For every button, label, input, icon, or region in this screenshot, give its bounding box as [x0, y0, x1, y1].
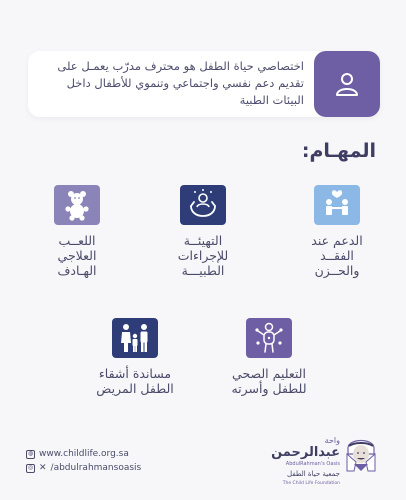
task-label: اللعــب العلاجي الهـادف	[57, 233, 97, 278]
task-label: مساندة أشقاء الطفل المريض	[96, 366, 174, 396]
logo-line-3: AbdulRahman's Oasis	[285, 461, 340, 467]
task-label: الدعم عند الفقــد والحــزن	[311, 233, 363, 278]
foundation-logo	[268, 432, 378, 486]
task-label: التهيئــة للإجراءات الطبيـــة	[177, 233, 229, 278]
portrait-logo-icon	[344, 434, 378, 472]
task-grief-support	[282, 185, 392, 278]
health-education-icon	[252, 321, 286, 355]
grief-support-icon	[320, 188, 354, 222]
task-icon-box	[112, 318, 158, 358]
intro-card	[28, 51, 380, 117]
tasks-title: المهـام:	[301, 140, 376, 162]
family-icon	[118, 321, 152, 355]
teddy-bear-icon	[60, 188, 94, 222]
website-row	[26, 447, 141, 461]
task-icon-box	[54, 185, 100, 225]
task-label: التعليم الصحي للطفل وأسرته	[231, 366, 307, 396]
logo-line-4: جمعية حياة الطفل	[287, 470, 340, 478]
globe-icon: ◍	[27, 450, 34, 457]
intro-text: اختصاصي حياة الطفل هو محترف مدرّب يعمـل على تقديم دعم نفسي واجتماعي وتنموي للأطفال داخل البيئات الطبية	[57, 59, 304, 107]
task-icon-box	[180, 185, 226, 225]
footer-links	[26, 447, 141, 475]
task-health-education	[214, 318, 324, 396]
user-icon	[334, 71, 360, 97]
logo-line-5: The Child Life Foundation	[282, 481, 340, 486]
task-icon-box	[246, 318, 292, 358]
x-icon: ✕	[39, 463, 47, 473]
logo-line-2: عبدالرحمن	[271, 445, 340, 460]
intro-icon-box	[314, 51, 380, 117]
social-handle-link[interactable]: /abdulrahmansoasis	[50, 463, 142, 473]
task-therapeutic-play	[22, 185, 132, 278]
task-siblings-support	[80, 318, 190, 396]
website-link[interactable]: www.childlife.org.sa	[39, 449, 129, 459]
social-row	[26, 461, 141, 475]
task-icon-box	[314, 185, 360, 225]
medical-prep-icon	[186, 188, 220, 222]
logo-text	[271, 436, 340, 489]
task-medical-prep	[148, 185, 258, 278]
logo-line-1: واحة	[324, 436, 340, 445]
instagram-icon: ◎	[27, 464, 34, 471]
